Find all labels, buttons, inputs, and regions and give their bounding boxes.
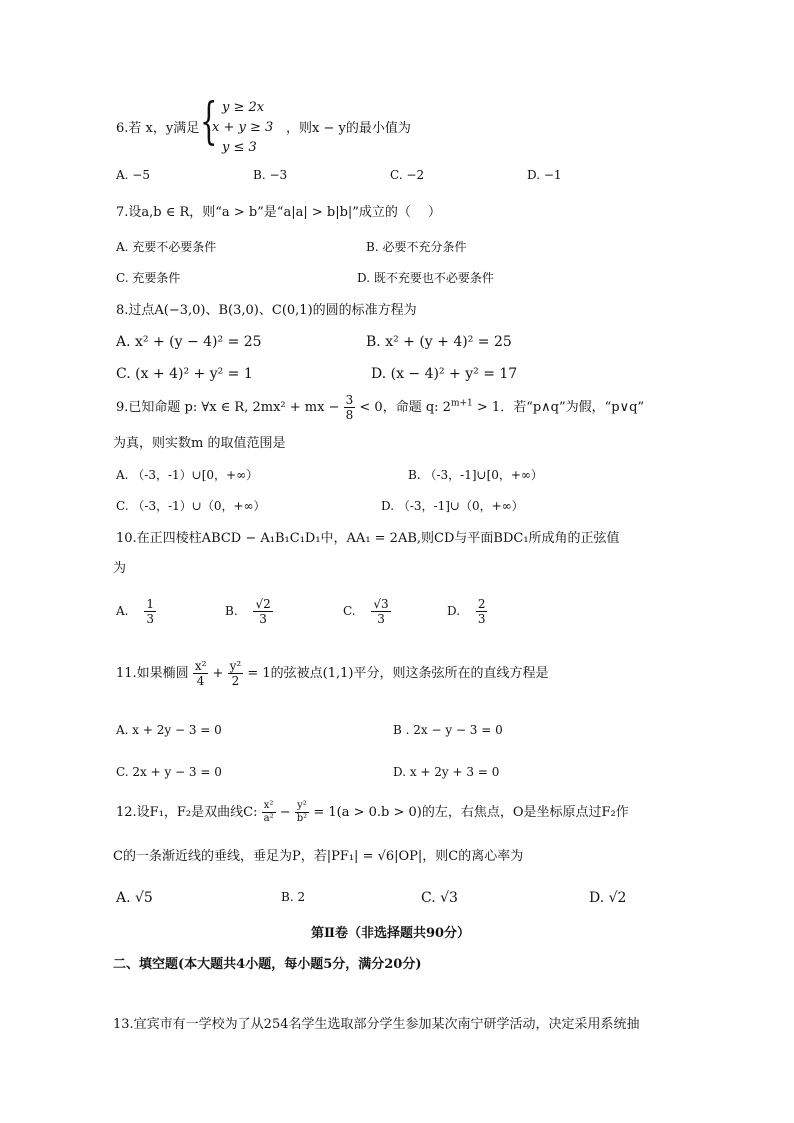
q8-option-a: A. x² + (y − 4)² = 25 <box>116 334 262 350</box>
section-heading: 二、填空题(本大题共4小题，每小题5分，满分20分) <box>113 957 422 972</box>
section-title: 第Ⅱ卷（非选择题共90分） <box>311 926 471 941</box>
q12-fraction-2 <box>295 801 309 824</box>
q10-option-a <box>116 598 156 625</box>
q10-option-c-label: C. <box>343 604 356 618</box>
q10-b-den: 3 <box>259 612 267 626</box>
q8-stem: 8.过点A(−3,0)、B(3,0)、C(0,1)的圆的标准方程为 <box>116 303 417 318</box>
q12-option-b: B. 2 <box>281 890 306 904</box>
q11-f1-num: x² <box>194 659 207 673</box>
q11-option-d: D. x + 2y + 3 = 0 <box>393 765 500 779</box>
q10-stem-2: 为 <box>113 561 127 576</box>
q10-b-num: √2 <box>255 597 271 611</box>
q10-option-d-fraction <box>476 598 488 625</box>
q6-cond-1: y ≥ 2x <box>222 100 265 115</box>
q10-option-b-label: B. <box>225 604 238 618</box>
q7-option-b: B. 必要不充分条件 <box>366 240 467 254</box>
q8-option-c: C. (x + 4)² + y² = 1 <box>116 366 253 382</box>
q9-exponent: m+1 <box>450 398 473 409</box>
q11-f2-den: 2 <box>231 674 240 688</box>
q9-fraction <box>344 394 356 421</box>
q6-cond-2: x + y ≥ 3 <box>212 120 274 135</box>
q9-stem-a: 9.已知命题 p: ∀x ∈ R, 2mx² + mx − <box>116 400 340 415</box>
q10-a-den: 3 <box>146 612 154 626</box>
q10-option-c-fraction <box>371 598 390 625</box>
q6-option-d: D. −1 <box>527 168 562 182</box>
q12-stem-b: = 1(a > 0.b > 0)的左，右焦点，O是坐标原点过F₂作 <box>313 805 629 820</box>
q10-d-num: 2 <box>477 597 486 611</box>
q9-stem <box>116 394 644 421</box>
q10-stem: 10.在正四棱柱ABCD − A₁B₁C₁D₁中，AA₁ = 2AB,则CD与平面BDC₁所成角的正弦值 <box>116 531 620 546</box>
q12-f1-num: x² <box>262 801 276 813</box>
q6-brace: { <box>200 92 218 150</box>
q10-option-d <box>447 598 487 625</box>
q12-f1-den: a² <box>263 813 274 824</box>
q10-option-b <box>225 598 273 625</box>
q10-c-den: 3 <box>377 612 385 626</box>
q6-option-b: B. −3 <box>253 168 288 182</box>
q13-stem: 13.宜宾市有一学校为了从254名学生选取部分学生参加某次南宁研学活动，决定采用系统抽 <box>113 1017 640 1032</box>
q12-stem <box>116 801 629 824</box>
q9-option-c: C. （-3，-1）∪（0，+∞） <box>116 499 266 513</box>
q12-f2-num: y² <box>295 801 309 813</box>
q10-option-a-fraction <box>144 598 156 625</box>
q10-option-d-label: D. <box>447 604 461 618</box>
q7-option-d: D. 既不充要也不必要条件 <box>357 271 494 285</box>
q6-option-c: C. −2 <box>390 168 425 182</box>
q11-option-b: B . 2x − y − 3 = 0 <box>393 723 503 737</box>
q12-stem-a: 12.设F₁，F₂是双曲线C: <box>116 805 258 820</box>
q12-option-c: C. √3 <box>421 890 458 906</box>
q11-f2-num: y² <box>229 659 242 673</box>
q11-stem <box>116 660 548 687</box>
q11-option-a: A. x + 2y − 3 = 0 <box>116 723 222 737</box>
q10-d-den: 3 <box>477 612 486 626</box>
q9-stem-c: > 1．若“p∧q”为假，“p∨q” <box>476 400 645 415</box>
q12-minus: − <box>279 805 291 820</box>
q9-stem-b: < 0，命题 q: 2 <box>359 400 451 415</box>
q10-c-num: √3 <box>373 597 389 611</box>
q7-option-a: A. 充要不必要条件 <box>116 240 217 254</box>
q9-option-b: B. （-3，-1]∪[0，+∞） <box>408 468 543 482</box>
q9-option-d: D. （-3，-1]∪（0，+∞） <box>381 499 524 513</box>
q11-fraction-2 <box>228 660 244 687</box>
q8-option-d: D. (x − 4)² + y² = 17 <box>371 366 518 382</box>
q7-stem: 7.设a,b ∈ R，则“a > b”是“a|a| > b|b|”成立的（ ） <box>116 205 442 220</box>
q11-fraction-1 <box>193 660 209 687</box>
q6-cond-3: y ≤ 3 <box>222 140 257 155</box>
q12-option-a: A. √5 <box>116 890 153 906</box>
q11-f1-den: 4 <box>196 674 205 688</box>
q12-fraction-1 <box>262 801 276 824</box>
q12-f2-den: b² <box>296 813 308 824</box>
q7-option-c: C. 充要条件 <box>116 271 181 285</box>
q9-option-a: A. （-3，-1）∪[0，+∞） <box>116 468 259 482</box>
q10-option-a-label: A. <box>116 604 129 618</box>
q11-option-c: C. 2x + y − 3 = 0 <box>116 765 222 779</box>
q10-option-c <box>343 598 391 625</box>
q10-a-num: 1 <box>146 597 154 611</box>
q12-option-d: D. √2 <box>589 890 627 906</box>
q8-option-b: B. x² + (y + 4)² = 25 <box>366 334 512 350</box>
q6-prefix: 6.若 x，y满足 <box>116 121 200 136</box>
q11-stem-a: 11.如果椭圆 <box>116 666 189 681</box>
q11-stem-b: = 1的弦被点(1,1)平分，则这条弦所在的直线方程是 <box>247 666 549 681</box>
q12-stem-2: C的一条渐近线的垂线，垂足为P，若|PF₁| = √6|OP|，则C的离心率为 <box>113 849 524 864</box>
q6-suffix: ，则x − y的最小值为 <box>286 121 411 136</box>
q9-stem-2: 为真，则实数m 的取值范围是 <box>113 436 286 451</box>
q9-frac-den: 8 <box>345 408 354 422</box>
q11-plus: + <box>212 666 224 681</box>
q10-option-b-fraction <box>253 598 272 625</box>
q9-frac-num: 3 <box>345 393 354 407</box>
q6-option-a: A. −5 <box>116 168 150 182</box>
